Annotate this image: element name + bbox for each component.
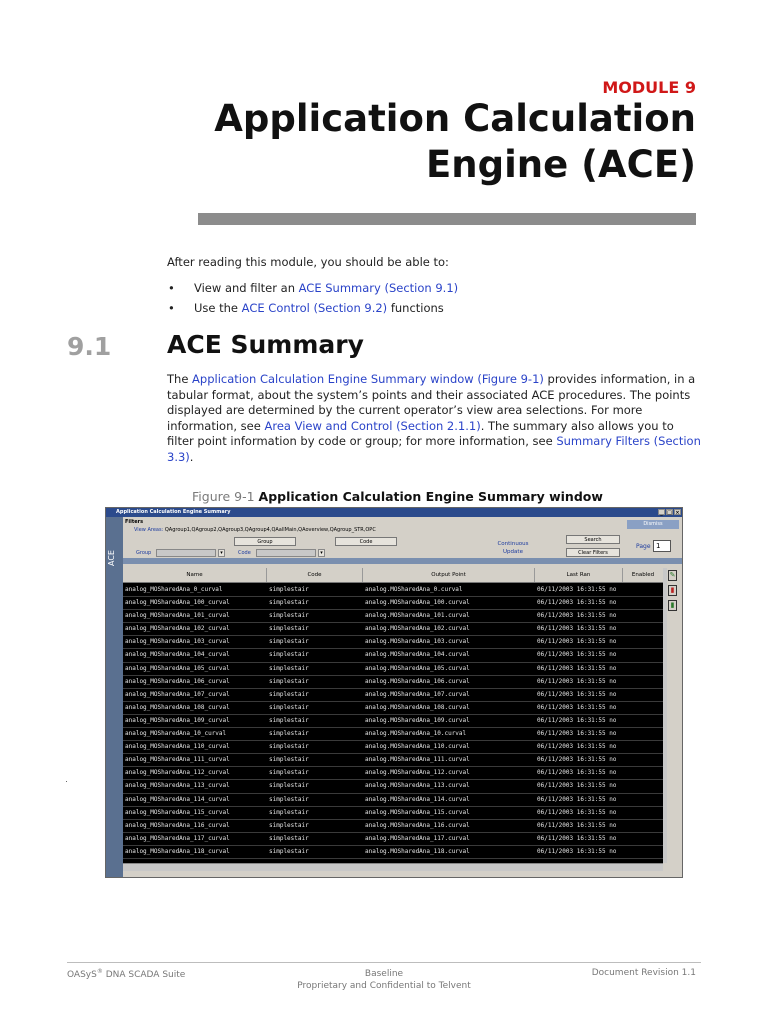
- cell-output-point: analog.MOSharedAna_111.curval: [365, 756, 470, 764]
- ace-summary-window: [105, 507, 683, 878]
- cell-last-ran: 06/11/2003 16:31:55 no: [537, 716, 617, 724]
- cell-output-point: analog.MOSharedAna_108.curval: [365, 703, 470, 711]
- cell-output-point: analog.MOSharedAna_10.curval: [365, 730, 467, 738]
- cell-output-point: analog.MOSharedAna_117.curval: [365, 834, 470, 842]
- table-row[interactable]: [123, 636, 663, 649]
- cell-output-point: analog.MOSharedAna_102.curval: [365, 625, 470, 633]
- footer-confidential: Proprietary and Confidential to Telvent: [297, 981, 471, 991]
- intro-text: After reading this module, you should be able to:: [167, 255, 449, 269]
- cell-output-point: analog.MOSharedAna_100.curval: [365, 599, 470, 607]
- view-areas-label: View Areas:: [134, 527, 164, 533]
- cell-last-ran: 06/11/2003 16:31:55 no: [537, 703, 617, 711]
- cell-name: analog_MOSharedAna_107_curval: [125, 690, 230, 698]
- window-titlebar: [106, 508, 682, 517]
- cell-output-point: analog.MOSharedAna_0.curval: [365, 586, 463, 593]
- cell-output-point: analog.MOSharedAna_116.curval: [365, 821, 470, 829]
- cell-code: simplestair: [269, 612, 309, 620]
- page-label: Page: [636, 543, 651, 550]
- cell-code: simplestair: [269, 834, 309, 842]
- code-select[interactable]: [256, 549, 316, 557]
- objective-text: View and filter an: [194, 281, 299, 295]
- cell-name: analog_MOSharedAna_110_curval: [125, 743, 230, 751]
- filter-divider: [123, 558, 682, 564]
- module-title-line1: Application Calculation: [214, 97, 696, 140]
- cell-code: simplestair: [269, 703, 309, 711]
- cell-name: analog_MOSharedAna_10_curval: [125, 730, 227, 738]
- table-row[interactable]: [123, 715, 663, 728]
- edit-icon[interactable]: ✎: [669, 571, 676, 579]
- cell-code: simplestair: [269, 599, 309, 607]
- cell-output-point: analog.MOSharedAna_105.curval: [365, 664, 470, 672]
- cell-output-point: analog.MOSharedAna_115.curval: [365, 808, 470, 816]
- code-button[interactable]: Code: [335, 537, 397, 546]
- cell-last-ran: 06/11/2003 16:31:55 no: [537, 690, 617, 698]
- table-row[interactable]: [123, 610, 663, 623]
- section-number: 9.1: [67, 332, 112, 361]
- group-label: Group: [136, 550, 152, 556]
- cell-code: simplestair: [269, 625, 309, 633]
- ace-summary-link[interactable]: ACE Summary (Section 9.1): [298, 281, 459, 295]
- cell-code: simplestair: [269, 716, 309, 724]
- cell-code: simplestair: [269, 808, 309, 816]
- cell-last-ran: 06/11/2003 16:31:55 no: [537, 730, 617, 738]
- footer-product: [67, 968, 185, 980]
- cell-last-ran: 06/11/2003 16:31:55 no: [537, 795, 617, 803]
- table-header: [123, 568, 663, 583]
- cell-last-ran: 06/11/2003 16:31:55 no: [537, 651, 617, 659]
- module-title-line2: Engine (ACE): [426, 143, 696, 186]
- section-paragraph: [167, 372, 701, 465]
- module-label: MODULE 9: [602, 78, 696, 97]
- section-title: ACE Summary: [167, 330, 364, 359]
- cell-code: simplestair: [269, 730, 309, 738]
- cell-code: simplestair: [269, 664, 309, 672]
- cell-name: analog_MOSharedAna_109_curval: [125, 716, 230, 724]
- para-text: .: [189, 449, 194, 464]
- cell-code: simplestair: [269, 769, 309, 777]
- cell-output-point: analog.MOSharedAna_118.curval: [365, 847, 470, 855]
- cell-output-point: analog.MOSharedAna_106.curval: [365, 677, 470, 685]
- column-header-output-point[interactable]: Output Point: [362, 568, 534, 582]
- table-row[interactable]: [123, 649, 663, 662]
- table-row[interactable]: [123, 663, 663, 676]
- cell-output-point: analog.MOSharedAna_110.curval: [365, 743, 470, 751]
- page-input[interactable]: 1: [653, 540, 671, 552]
- close-icon[interactable]: ×: [675, 510, 680, 516]
- ace-control-link[interactable]: ACE Control (Section 9.2): [241, 301, 388, 315]
- cell-output-point: analog.MOSharedAna_103.curval: [365, 638, 470, 646]
- table-row[interactable]: [123, 794, 663, 807]
- table-row[interactable]: [123, 728, 663, 741]
- cell-code: simplestair: [269, 756, 309, 764]
- cell-last-ran: 06/11/2003 16:31:55 no: [537, 756, 617, 764]
- cell-output-point: analog.MOSharedAna_112.curval: [365, 769, 470, 777]
- cell-last-ran: 06/11/2003 16:31:55 no: [537, 743, 617, 751]
- cell-name: analog_MOSharedAna_112_curval: [125, 769, 230, 777]
- window-title: Application Calculation Engine Summary: [116, 509, 231, 515]
- column-header-name[interactable]: Name: [186, 572, 203, 578]
- cell-name: analog_MOSharedAna_103_curval: [125, 638, 230, 646]
- figure-caption-text: Application Calculation Engine Summary window: [258, 489, 603, 504]
- horizontal-scrollbar[interactable]: [123, 863, 663, 871]
- cell-name: analog_MOSharedAna_117_curval: [125, 834, 230, 842]
- group-select[interactable]: [156, 549, 216, 557]
- cell-output-point: analog.MOSharedAna_107.curval: [365, 690, 470, 698]
- footer-baseline: Baseline: [364, 969, 404, 979]
- cell-code: simplestair: [269, 847, 309, 855]
- summary-table: [123, 568, 663, 863]
- cell-last-ran: 06/11/2003 16:31:55 no: [537, 782, 617, 790]
- cell-name: analog_MOSharedAna_115_curval: [125, 808, 230, 816]
- cell-output-point: analog.MOSharedAna_114.curval: [365, 795, 470, 803]
- table-row[interactable]: [123, 584, 663, 597]
- module-title: [176, 96, 696, 188]
- delete-icon[interactable]: ▮: [668, 585, 677, 596]
- table-row[interactable]: [123, 702, 663, 715]
- cell-last-ran: 06/11/2003 16:31:55 no: [537, 599, 617, 607]
- table-row[interactable]: [123, 820, 663, 833]
- minimize-icon[interactable]: _: [658, 509, 665, 515]
- footer-rule: [67, 962, 701, 963]
- footer-product-name: DNA SCADA Suite: [102, 970, 186, 980]
- cell-code: simplestair: [269, 651, 309, 659]
- cell-last-ran: 06/11/2003 16:31:55 no: [537, 612, 617, 620]
- cell-code: simplestair: [269, 782, 309, 790]
- cell-last-ran: 06/11/2003 16:31:55 no: [537, 638, 617, 646]
- cell-last-ran: 06/11/2003 16:31:55 no: [537, 677, 617, 685]
- cell-last-ran: 06/11/2003 16:31:55 no: [537, 625, 617, 633]
- cell-name: analog_MOSharedAna_0_curval: [125, 586, 223, 593]
- objective-item: [167, 281, 458, 301]
- table-tools: [668, 570, 680, 615]
- cell-name: analog_MOSharedAna_118_curval: [125, 847, 230, 855]
- window-controls: [658, 509, 681, 515]
- cell-last-ran: 06/11/2003 16:31:55 no: [537, 821, 617, 829]
- stray-mark: [66, 781, 67, 782]
- group-dropdown-icon[interactable]: ▾: [218, 549, 225, 557]
- dismiss-button[interactable]: Dismiss: [627, 520, 679, 529]
- code-label: Code: [238, 550, 251, 556]
- cell-code: simplestair: [269, 586, 309, 593]
- table-row[interactable]: [123, 780, 663, 793]
- cell-code: simplestair: [269, 677, 309, 685]
- view-areas-value: QAgroup1,QAgroup2,QAgroup3,QAgroup4,QAallMain,QAoverview,QAgroup_STR,OPC: [164, 527, 376, 533]
- cell-code: simplestair: [269, 743, 309, 751]
- footer-center: [284, 968, 484, 992]
- objective-text: Use the: [194, 301, 242, 315]
- registered-mark: ®: [96, 968, 103, 975]
- cell-name: analog_MOSharedAna_101_curval: [125, 612, 230, 620]
- cell-code: simplestair: [269, 795, 309, 803]
- table-row[interactable]: [123, 623, 663, 636]
- cell-last-ran: 06/11/2003 16:31:55 no: [537, 769, 617, 777]
- search-button[interactable]: Search: [566, 535, 620, 544]
- table-row[interactable]: [123, 597, 663, 610]
- figure-caption: [192, 489, 603, 504]
- view-areas: [134, 527, 376, 533]
- code-dropdown-icon[interactable]: ▾: [318, 549, 325, 557]
- cell-name: analog_MOSharedAna_116_curval: [125, 821, 230, 829]
- cell-last-ran: 06/11/2003 16:31:55 no: [537, 834, 617, 842]
- column-header-last-ran[interactable]: Last Ran: [534, 568, 622, 582]
- objective-item: [167, 301, 458, 321]
- cell-output-point: analog.MOSharedAna_101.curval: [365, 612, 470, 620]
- column-header-enabled[interactable]: Enabled: [622, 568, 663, 582]
- table-row[interactable]: [123, 767, 663, 780]
- figure-label: Figure 9-1: [192, 489, 255, 504]
- para-text: . The summary also allows you to filter point information by code or group; for more information, see: [167, 418, 674, 448]
- clear-filters-button[interactable]: Clear Filters: [566, 548, 620, 557]
- cell-output-point: analog.MOSharedAna_109.curval: [365, 716, 470, 724]
- table-row[interactable]: [123, 846, 663, 859]
- cell-name: analog_MOSharedAna_113_curval: [125, 782, 230, 790]
- cell-name: analog_MOSharedAna_106_curval: [125, 677, 230, 685]
- cell-code: simplestair: [269, 821, 309, 829]
- cell-name: analog_MOSharedAna_100_curval: [125, 599, 230, 607]
- continuous-update-toggle[interactable]: Continuous Update: [497, 541, 529, 555]
- cell-name: analog_MOSharedAna_108_curval: [125, 703, 230, 711]
- cell-name: analog_MOSharedAna_111_curval: [125, 756, 230, 764]
- table-body: [123, 584, 663, 859]
- cell-last-ran: 06/11/2003 16:31:55 no: [537, 586, 617, 593]
- cell-last-ran: 06/11/2003 16:31:55 no: [537, 664, 617, 672]
- title-rule: [198, 213, 696, 225]
- para-text: provides information, in a tabular format, about the system’s points and their associated ACE procedures. The points displayed are determined by the current operator’s view area selections. For more information, see: [167, 372, 696, 433]
- group-button[interactable]: Group: [234, 537, 296, 546]
- cell-output-point: analog.MOSharedAna_113.curval: [365, 782, 470, 790]
- table-row[interactable]: [123, 689, 663, 702]
- table-row[interactable]: [123, 741, 663, 754]
- footer-brand: OASyS: [67, 970, 97, 980]
- cell-code: simplestair: [269, 638, 309, 646]
- summary-filters-link[interactable]: Summary Filters (Section 3.3): [167, 434, 701, 464]
- column-header-code[interactable]: Code: [266, 568, 362, 582]
- maximize-icon[interactable]: □: [667, 510, 672, 516]
- cell-last-ran: 06/11/2003 16:31:55 no: [537, 847, 617, 855]
- summary-window-link[interactable]: Application Calculation Engine Summary window (Figure 9-1): [192, 372, 544, 386]
- table-row[interactable]: [123, 754, 663, 767]
- sidebar-label: ACE: [107, 550, 116, 566]
- cell-last-ran: 06/11/2003 16:31:55 no: [537, 808, 617, 816]
- filters-label: Filters: [125, 519, 144, 525]
- objectives-list: [167, 281, 458, 321]
- copy-icon[interactable]: ▮: [668, 600, 677, 611]
- vertical-scrollbar[interactable]: [663, 568, 667, 863]
- cell-name: analog_MOSharedAna_102_curval: [125, 625, 230, 633]
- window-sidebar: [106, 517, 123, 877]
- para-text: The: [167, 372, 193, 386]
- cell-name: analog_MOSharedAna_114_curval: [125, 795, 230, 803]
- table-row[interactable]: [123, 807, 663, 820]
- cell-output-point: analog.MOSharedAna_104.curval: [365, 651, 470, 659]
- objective-text-tail: functions: [387, 301, 444, 315]
- table-row[interactable]: [123, 833, 663, 846]
- bullet-marker: •: [168, 301, 175, 315]
- cell-code: simplestair: [269, 690, 309, 698]
- cell-name: analog_MOSharedAna_105_curval: [125, 664, 230, 672]
- cell-name: analog_MOSharedAna_104_curval: [125, 651, 230, 659]
- table-row[interactable]: [123, 676, 663, 689]
- area-view-link[interactable]: Area View and Control (Section 2.1.1): [264, 418, 481, 433]
- footer-revision: Document Revision 1.1: [591, 968, 696, 978]
- bullet-marker: •: [168, 281, 175, 295]
